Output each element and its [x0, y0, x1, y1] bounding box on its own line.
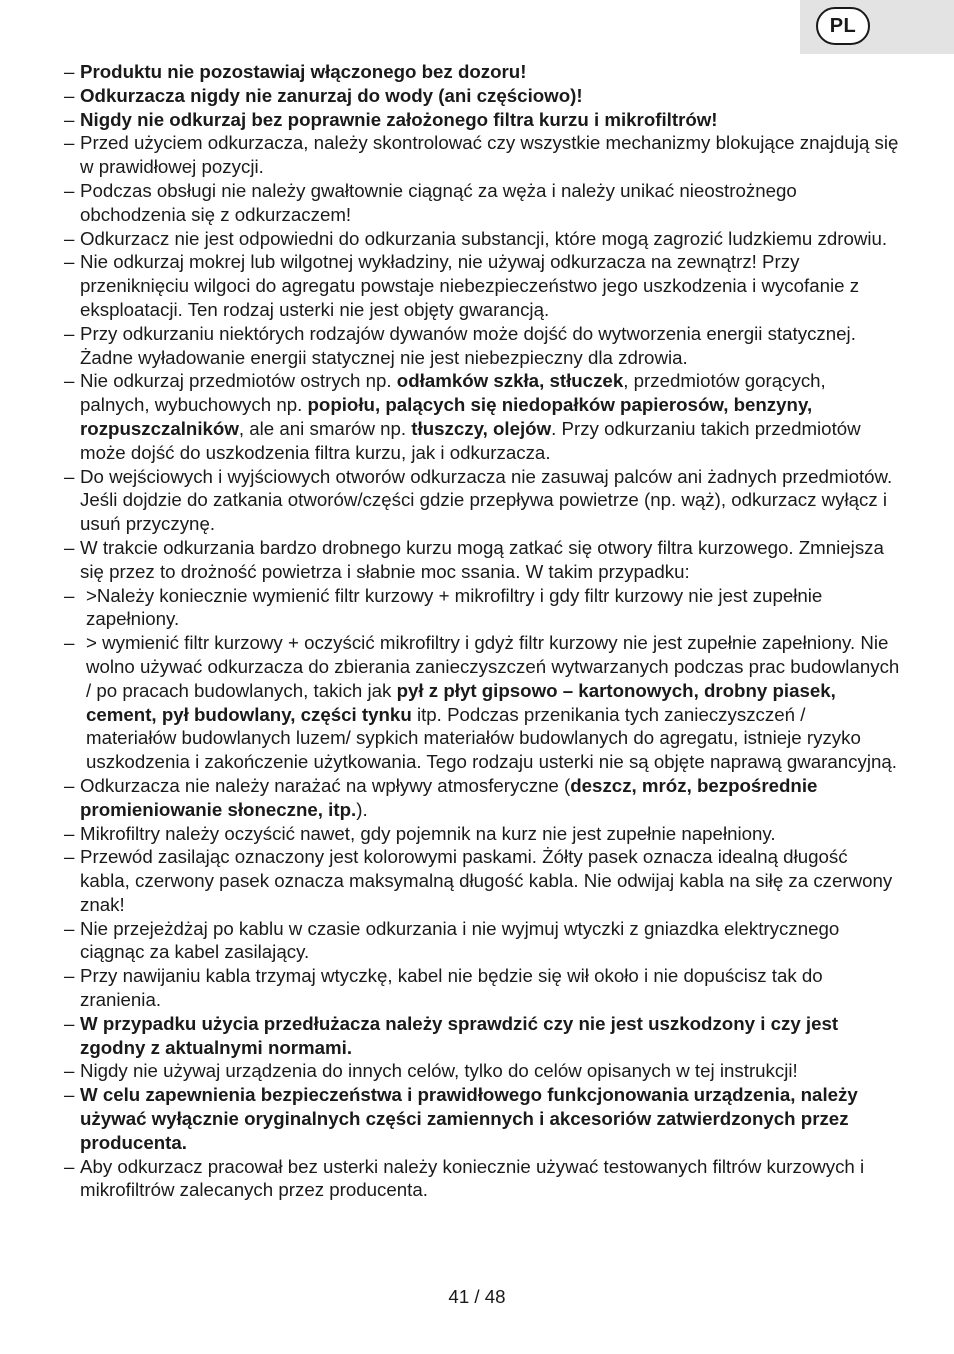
bold-text: deszcz, mróz, bezpośrednie promieniowanie słoneczne, itp.: [80, 774, 818, 820]
list-item: [64, 322, 900, 370]
list-item: [64, 536, 900, 584]
page-number: 41 / 48: [448, 1286, 506, 1307]
list-dash: –: [64, 179, 75, 201]
list-item: [64, 631, 900, 774]
list-dash: –: [64, 584, 75, 606]
list-item: [64, 179, 900, 227]
list-dash: –: [64, 632, 75, 654]
list-item: [64, 964, 900, 1012]
list-dash: –: [64, 465, 75, 487]
item-text: Nigdy nie używaj urządzenia do innych celów, tylko do celów opisanych w tej instrukcji!: [80, 1060, 798, 1082]
list-item: [64, 227, 900, 251]
list-item: [64, 60, 900, 84]
item-text: Nie odkurzaj mokrej lub wilgotnej wykładziny, nie używaj odkurzacza na zewnątrz! Przy przeniknięciu wilgoci do agregatu powstaje niebezpieczeństwo jego uszkodzenia i wycofanie z eksploatacji. Ten rodzaj usterki nie jest objęty gwarancją.: [80, 251, 860, 320]
list-dash: –: [64, 1155, 75, 1177]
list-item: [64, 584, 900, 632]
item-text: W trakcie odkurzania bardzo drobnego kurzu mogą zatkać się otwory filtra kurzowego. Zmniejsza się przez to drożność powietrza i słabnie moc ssania. W takim przypadku:: [80, 536, 884, 582]
list-dash: –: [64, 108, 75, 130]
list-dash: –: [64, 227, 75, 249]
item-text: Podczas obsługi nie należy gwałtownie ciągnąć za węża i należy unikać nieostrożnego obchodzenia się z odkurzaczem!: [80, 179, 797, 225]
item-text: itp. Podczas przenikania tych zanieczyszczeń / materiałów budowlanych luzem/ sypkich materiałów budowlanych do agregatu, istnieje ryzyko uszkodzenia i zakończenie użytkowania. Tego rodzaju usterki nie są objęte naprawą gwarancyjną.: [86, 703, 897, 773]
list-item: [64, 108, 900, 132]
item-text: Do wejściowych i wyjściowych otworów odkurzacza nie zasuwaj palców ani żadnych przedmiotów. Jeśli dojdzie do zatkania otworów/części gdzie przepływa powietrze (np. wąż), odkurzacz wyłącz i usuń przyczynę.: [80, 465, 893, 535]
bold-text: pył z płyt gipsowo – kartonowych, drobny piasek, cement, pył budowlany, części tynku: [86, 679, 836, 725]
language-badge: PL: [816, 7, 870, 45]
item-text: , ale ani smarów np.: [238, 417, 412, 439]
item-text: Nie przejeżdżaj po kablu w czasie odkurzania i nie wyjmuj wtyczki z gniazdka elektrycznego ciągnąc za kabel zasilający.: [80, 917, 840, 963]
list-item: [64, 84, 900, 108]
bold-text: tłuszczy, olejów: [411, 417, 552, 439]
list-item: [64, 845, 900, 916]
bold-text: popiołu, palących się niedopałków papierosów, benzyny, rozpuszczalników: [80, 394, 813, 439]
item-text: , przedmiotów gorących, palnych, wybuchowych np.: [80, 370, 826, 416]
list-item: [64, 1083, 900, 1154]
bold-text: odłamków szkła, stłuczek: [396, 370, 624, 392]
list-dash: –: [64, 322, 75, 344]
item-text: . Przy odkurzaniu takich przedmiotów może dojść do uszkodzenia filtra kurzu, jak i odkurzacza.: [80, 417, 861, 463]
list-dash: –: [64, 132, 75, 154]
list-dash: –: [64, 774, 75, 796]
item-text: Przy nawijaniu kabla trzymaj wtyczkę, kabel nie będzie się wił około i nie dopuścisz tak do zranienia.: [80, 965, 823, 1011]
item-text: Aby odkurzacz pracował bez usterki należy koniecznie używać testowanych filtrów kurzowych i mikrofiltrów zalecanych przez producenta.: [80, 1155, 865, 1201]
list-item: [64, 1155, 900, 1203]
item-text: Odkurzacz nie jest odpowiedni do odkurzania substancji, które mogą zagrozić ludzkiemu zdrowiu.: [80, 227, 888, 249]
list-dash: –: [64, 370, 75, 392]
language-tab: [800, 0, 954, 54]
list-dash: –: [64, 61, 75, 82]
list-item: [64, 917, 900, 965]
item-text: Przy odkurzaniu niektórych rodzajów dywanów może dojść do wytworzenia energii statycznej. Żadne wyładowanie energii statycznej nie jest niebezpieczny dla zdrowia.: [80, 322, 856, 368]
item-text: Przewód zasilając oznaczony jest kolorowymi paskami. Żółty pasek oznacza idealną długość kabla, czerwony pasek oznacza maksymalną długość kabla. Nie odwijaj kabla na siłę za czerwony znak!: [80, 846, 893, 915]
bold-text: W celu zapewnienia bezpieczeństwa i prawidłowego funkcjonowania urządzenia, należy używać wyłącznie oryginalnych części zamiennych i akcesoriów zatwierdzonych przez producenta.: [80, 1084, 858, 1153]
bold-text: Produktu nie pozostawiaj włączonego bez dozoru!: [80, 61, 527, 82]
list-item: [64, 774, 900, 822]
bold-text: Nigdy nie odkurzaj bez poprawnie założonego filtra kurzu i mikrofiltrów!: [80, 108, 718, 130]
list-item: [64, 822, 900, 846]
list-dash: –: [64, 965, 75, 987]
item-text: ).: [356, 798, 368, 820]
list-dash: –: [64, 251, 75, 273]
bold-text: W przypadku użycia przedłużacza należy sprawdzić czy nie jest uszkodzony i czy jest zgodny z aktualnymi normami.: [80, 1012, 839, 1058]
list-dash: –: [64, 917, 75, 939]
list-dash: –: [64, 84, 75, 106]
item-text: Przed użyciem odkurzacza, należy skontrolować czy wszystkie mechanizmy blokujące znajdują się w prawidłowej pozycji.: [80, 132, 899, 178]
item-text: Mikrofiltry należy oczyścić nawet, gdy pojemnik na kurz nie jest zupełnie napełniony.: [80, 822, 776, 844]
list-item: [64, 1012, 900, 1060]
list-item: [64, 131, 900, 179]
item-text: >Należy koniecznie wymienić filtr kurzowy + mikrofiltry i gdy filtr kurzowy nie jest zupełnie zapełniony.: [86, 584, 823, 630]
item-text: > wymienić filtr kurzowy + oczyścić mikrofiltry i gdyż filtr kurzowy nie jest zupełnie zapełniony. Nie wolno używać odkurzacza do zbierania zanieczyszczeń wytwarzanych podczas prac budowlanych / po pracach budowlanych, takich jak: [86, 632, 900, 701]
list-dash: –: [64, 1060, 75, 1082]
list-dash: –: [64, 1084, 75, 1106]
list-dash: –: [64, 846, 75, 868]
list-item: [64, 250, 900, 321]
list-dash: –: [64, 536, 75, 558]
list-item: [64, 369, 900, 464]
list-item: [64, 1059, 900, 1083]
safety-instructions-list: [64, 60, 900, 1202]
list-item: [64, 465, 900, 536]
item-text: Odkurzacza nie należy narażać na wpływy atmosferyczne (: [80, 774, 571, 796]
bold-text: Odkurzacza nigdy nie zanurzaj do wody (ani częściowo)!: [80, 84, 583, 106]
item-text: Nie odkurzaj przedmiotów ostrych np.: [80, 370, 397, 392]
list-dash: –: [64, 822, 75, 844]
list-dash: –: [64, 1012, 75, 1034]
